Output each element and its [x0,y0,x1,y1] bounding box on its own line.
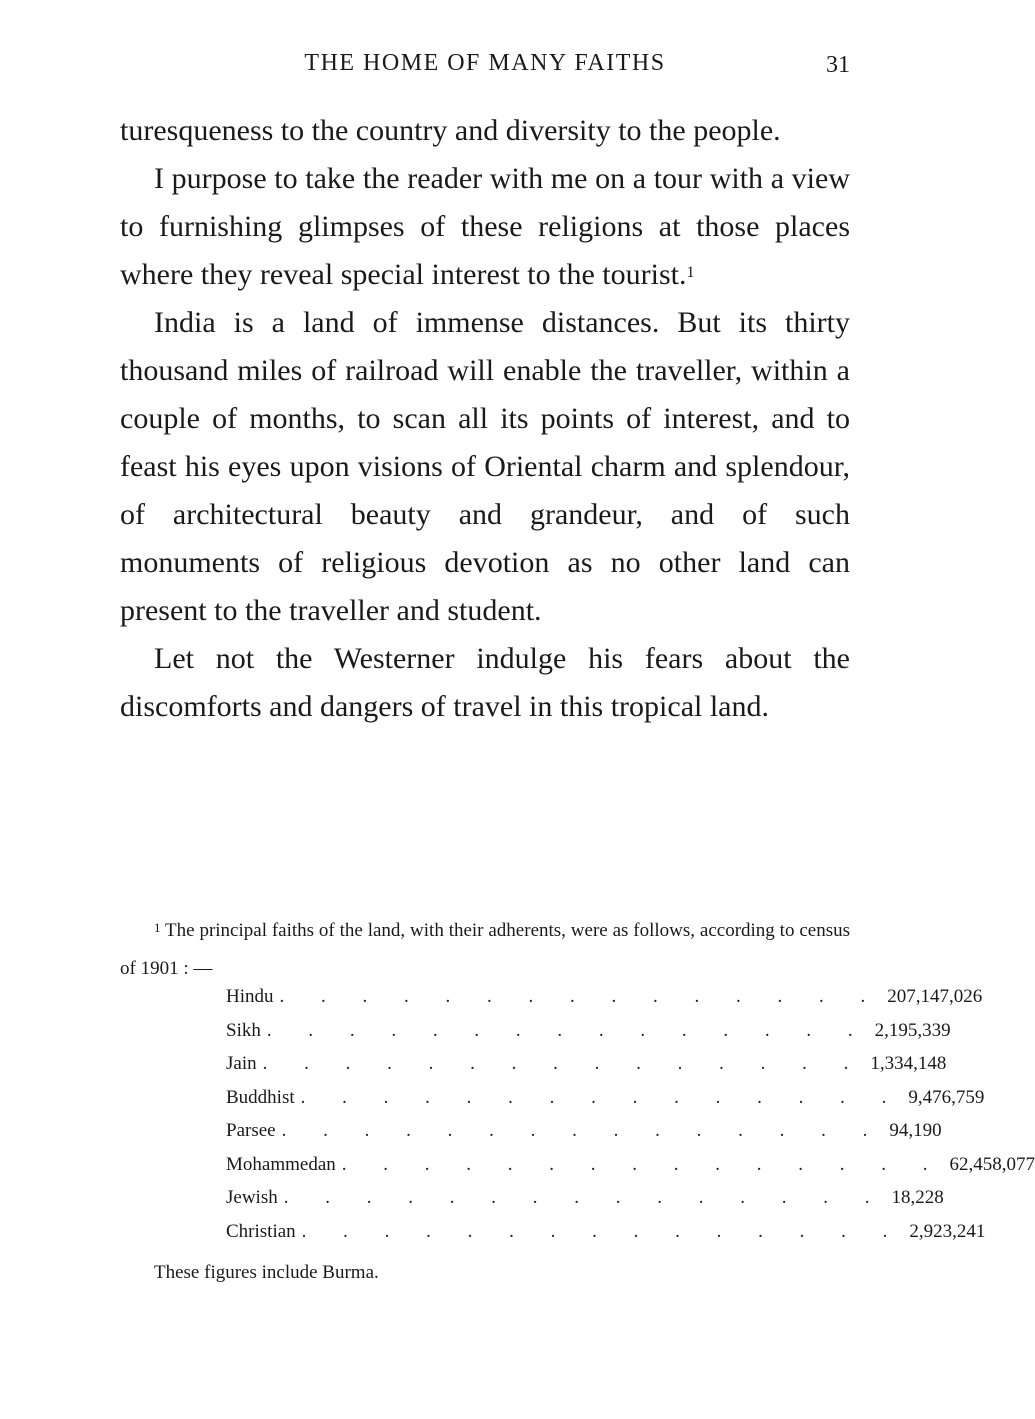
footnote [120,912,850,988]
adherent-count: 207,147,026 [887,986,983,1007]
faith-name: Christian [226,1220,296,1242]
census-table [226,986,1035,1254]
table-row [226,1120,942,1154]
paragraph-2 [120,155,850,299]
footnote-intro-text: The principal faiths of the land, with their adherents, were as follows, according to census of 1901 : — [120,920,850,979]
adherent-count: 62,458,077 [949,1153,1035,1175]
table-row [226,986,983,1020]
footnote-reference[interactable]: 1 [686,264,695,281]
table-row [226,1019,951,1054]
dot-leader: . . . . . . . . . . . . . . . [341,1153,944,1175]
table-row [226,1053,947,1087]
table-row [226,1187,944,1221]
dot-leader: . . . . . . . . . . . . . . . [300,1086,903,1108]
dot-leader: . . . . . . . . . . . . . . . [281,1120,884,1141]
paragraph-1: turesqueness to the country and diversity to the people. [120,114,781,147]
faith-name: Jewish [226,1187,278,1208]
faith-name: Sikh [226,1019,261,1041]
dot-leader: . . . . . . . . . . . . . . . [262,1053,865,1074]
adherent-count: 94,190 [889,1120,942,1141]
paragraph-2-text: I purpose to take the reader with me on a tour with a view to furnishing glimpses of these religions at those places where they reveal special interest to the tourist. [120,162,850,291]
faith-name: Jain [226,1053,257,1074]
footnote-closing: These figures include Burma. [154,1262,379,1283]
footnote-mark: 1 [154,920,161,935]
running-head: THE HOME OF MANY FAITHS [304,50,666,76]
adherent-count: 2,923,241 [909,1220,986,1242]
dot-leader: . . . . . . . . . . . . . . . [279,986,882,1007]
adherent-count: 1,334,148 [870,1053,947,1074]
adherent-count: 2,195,339 [874,1019,951,1041]
faith-name: Buddhist [226,1086,295,1108]
faith-name: Hindu [226,986,274,1007]
dot-leader: . . . . . . . . . . . . . . . [283,1187,886,1208]
adherent-count: 9,476,759 [908,1086,985,1108]
page-header [120,46,850,86]
dot-leader: . . . . . . . . . . . . . . . [301,1220,904,1242]
paragraph-3: India is a land of immense distances. But its thirty thousand miles of railroad will enable the traveller, within a couple of months, to scan all its points of interest, and to feast his eyes upon visions of Oriental charm and splendour, of architectural beauty and grandeur, and of such monuments of religious devotion as no other land can present to the traveller and student. [120,306,850,627]
paragraph-4: Let not the Westerner indulge his fears about the discomforts and dangers of travel in this tropical land. [120,642,850,723]
table-row [226,1220,986,1255]
adherent-count: 18,228 [891,1187,944,1208]
faith-name: Parsee [226,1120,276,1141]
table-row [226,1086,985,1121]
body-text [120,107,850,731]
table-row [226,1153,1035,1188]
page-number: 31 [826,52,850,78]
footnote-intro [120,912,850,988]
faith-name: Mohammedan [226,1153,336,1175]
dot-leader: . . . . . . . . . . . . . . . [266,1019,869,1041]
